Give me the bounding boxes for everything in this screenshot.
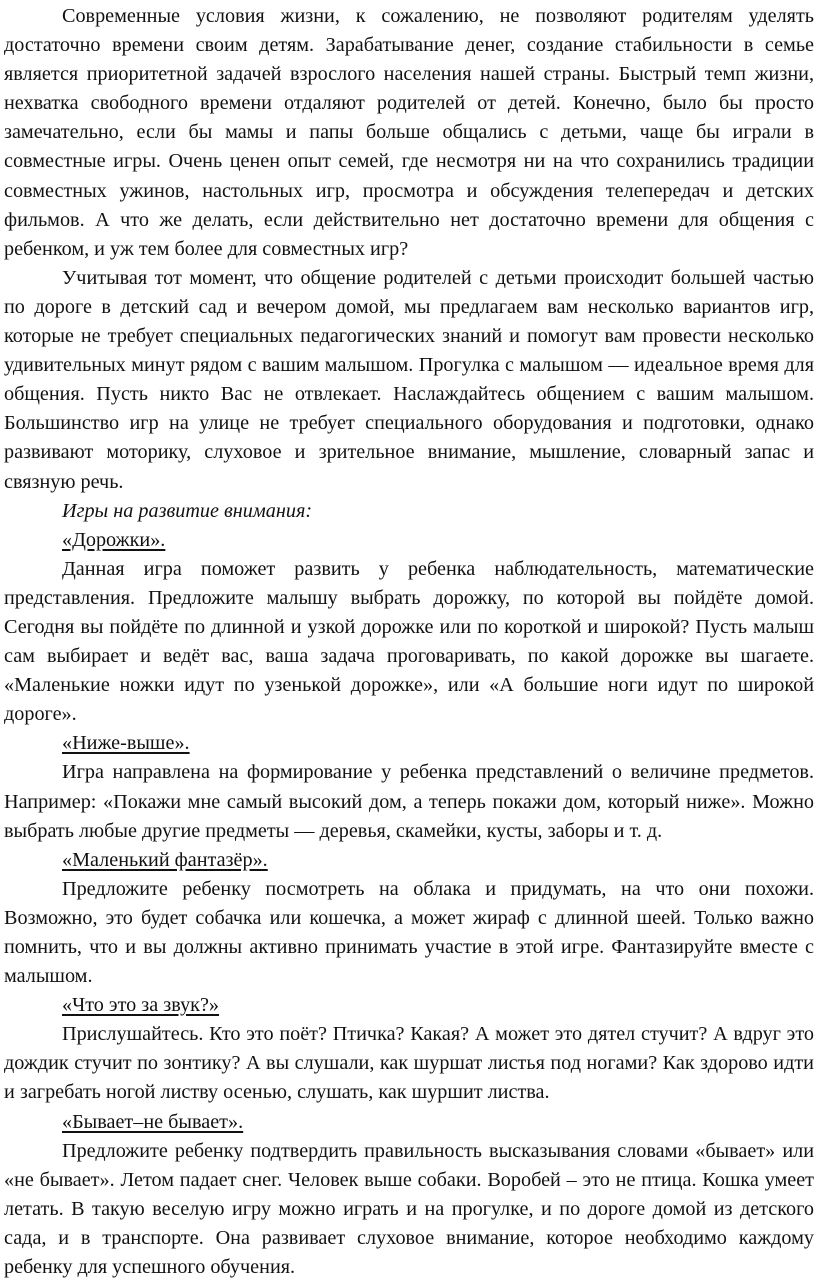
game-description-lower-higher: Игра направлена на формирование у ребенка представлений о величине предметов. Например: «Покажи мне самый высокий дом, а теперь покажи дом, который ниже». Можно выбрать любые другие предметы — деревья, скамейки, кусты, заборы и т. д. bbox=[4, 761, 814, 842]
game-description-paths: Данная игра поможет развить у ребенка наблюдательность, математические представления. Предложите малышу выбрать дорожку, по которой вы пойдёте домой. Сегодня вы пойдёте по длинной и узкой дорожке или по короткой и широкой? Пусть малыш сам выбирает и ведёт вас, ваша задача проговаривать, по какой дорожке вы шагаете. «Маленькие ножки идут по узенькой дорожке», или «А большие ноги идут по широкой дороге». bbox=[4, 557, 814, 726]
game-title-little-dreamer-text: «Маленький фантазёр». bbox=[62, 848, 268, 871]
game-title-little-dreamer bbox=[4, 846, 814, 875]
game-title-happens-not-happens-text: «Бывает–не бывает». bbox=[62, 1110, 244, 1133]
section-heading-attention-games: Игры на развитие внимания: bbox=[62, 499, 313, 522]
game-title-paths bbox=[4, 526, 814, 555]
game-title-what-sound-text: «Что это за звук?» bbox=[62, 994, 220, 1017]
walk-games-paragraph: Учитывая тот момент, что общение родителей с детьми происходит большей частью по дороге в детский сад и вечером домой, мы предлагаем вам несколько вариантов игр, которые не требует специальных педагогических знаний и помогут вам провести несколько удивительных минут рядом с вашим малышом. Прогулка с малышом — идеальное время для общения. Пусть никто Вас не отвлекает. Наслаждайтесь общением с вашим малышом. Большинство игр на улице не требует специального оборудования и подготовки, однако развивают моторику, слуховое и зрительное внимание, мышление, словарный запас и связную речь. bbox=[4, 266, 814, 493]
game-title-happens-not-happens bbox=[4, 1108, 814, 1137]
game-title-paths-text: «Дорожки». bbox=[62, 528, 166, 551]
game-description-happens-not-happens: Предложите ребенку подтвердить правильность высказывания словами «бывает» или «не бывает». Летом падает снег. Человек выше собаки. Воробей – это не птица. Кошка умеет летать. В такую веселую игру можно играть и на прогулке, и по дороге домой из детского сада, и в транспорте. Она развивает слуховое внимание, которое необходимо каждому ребенку для успешного обучения. bbox=[4, 1139, 814, 1279]
game-description-what-sound: Прислушайтесь. Кто это поёт? Птичка? Какая? А может это дятел стучит? А вдруг это дождик стучит по зонтику? А вы слушали, как шуршат листья под ногами? Как здорово идти и загребать ногой листву осенью, слушать, как шуршит листва. bbox=[4, 1023, 814, 1104]
game-title-lower-higher-text: «Ниже-выше». bbox=[62, 732, 190, 755]
game-title-lower-higher bbox=[4, 729, 814, 758]
game-title-what-sound bbox=[4, 991, 814, 1020]
intro-paragraph: Современные условия жизни, к сожалению, не позволяют родителям уделять достаточно времени своим детям. Зарабатывание денег, создание стабильности в семье является приоритетной задачей взрослого населения нашей страны. Быстрый темп жизни, нехватка свободного времени отдаляют родителей от детей. Конечно, было бы просто замечательно, если бы мамы и папы больше общались с детьми, чаще бы играли в совместные игры. Очень ценен опыт семей, где несмотря ни на что сохранились традиции совместных ужинов, настольных игр, просмотра и обсуждения телепередач и детских фильмов. А что же делать, если действительно нет достаточно времени для общения с ребенком, и уж тем более для совместных игр? bbox=[4, 5, 814, 260]
game-description-little-dreamer: Предложите ребенку посмотреть на облака и придумать, на что они похожи. Возможно, это будет собачка или кошечка, а может жираф с длинной шеей. Только важно помнить, что и вы должны активно принимать участие в этой игре. Фантазируйте вместе с малышом. bbox=[4, 877, 814, 988]
